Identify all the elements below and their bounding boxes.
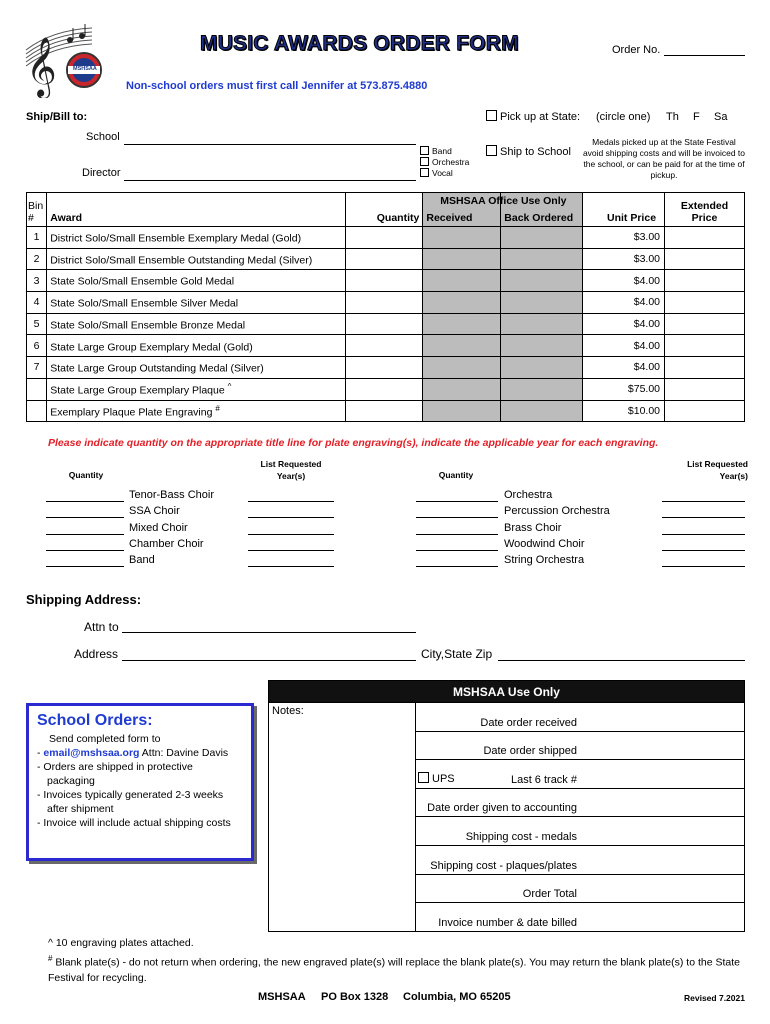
row-number: 4	[27, 292, 47, 314]
order-row	[27, 335, 745, 357]
email-line: - email@mshsaa.org Attn: Davine Davis	[37, 747, 229, 759]
use-only-title: MSHSAA Use Only	[269, 681, 745, 703]
notes-label: Notes:	[272, 705, 304, 717]
ship-bill-label: Ship/Bill to:	[26, 111, 88, 123]
extended-price-cell[interactable]	[665, 227, 745, 249]
years-line-left[interactable]	[248, 538, 334, 551]
ensemble-label-left: Chamber Choir	[129, 537, 204, 550]
pickup-label: Pick up at State:	[500, 111, 581, 123]
footnote-caret: ^ 10 engraving plates attached.	[48, 937, 194, 949]
extended-price-cell[interactable]	[665, 357, 745, 379]
quantity-line-left[interactable]	[46, 538, 124, 551]
band-label: Band	[432, 146, 452, 156]
award-name: State Large Group Exemplary Medal (Gold)	[47, 335, 346, 357]
order-table-header	[27, 193, 745, 227]
orchestra-label: Orchestra	[432, 157, 470, 167]
years-line-right[interactable]	[662, 538, 745, 551]
ensemble-label-right: String Orchestra	[504, 554, 585, 567]
ups-option[interactable]	[418, 772, 455, 785]
extended-price-cell[interactable]	[665, 248, 745, 270]
order-row	[27, 313, 745, 335]
quantity-line-right[interactable]	[416, 554, 498, 567]
row-number: 7	[27, 357, 47, 379]
footnote-hash: # Blank plate(s) - do not return when ordering, the new engraved plate(s) will replace the blank plate(s). You may return the blank plate(s) to the State Festival for recycling.	[48, 954, 740, 984]
form-title: MUSIC AWARDS ORDER FORM	[200, 32, 519, 55]
day-friday[interactable]: F	[693, 111, 700, 123]
back-ordered-cell	[501, 313, 583, 335]
school-label: School	[86, 131, 120, 143]
years-line-left[interactable]	[248, 505, 334, 518]
quantity-cell[interactable]	[346, 357, 423, 379]
pickup-option[interactable]	[486, 110, 580, 123]
award-header: Award	[47, 193, 346, 227]
back-ordered-cell	[501, 378, 583, 400]
years-line-right[interactable]	[662, 505, 745, 518]
received-cell	[423, 248, 501, 270]
extended-price-cell[interactable]	[665, 313, 745, 335]
years-line-right[interactable]	[662, 489, 745, 502]
quantity-line-right[interactable]	[416, 489, 498, 502]
received-cell	[423, 335, 501, 357]
band-option[interactable]	[420, 146, 469, 157]
quantity-cell[interactable]	[346, 227, 423, 249]
received-cell	[423, 313, 501, 335]
use-only-field-label: Date order shipped	[483, 745, 577, 758]
years-line-right[interactable]	[662, 554, 745, 567]
school-bullets	[37, 760, 243, 830]
school-orders-box	[26, 703, 254, 861]
day-saturday[interactable]: Sa	[714, 111, 728, 123]
use-only-field[interactable]	[416, 760, 745, 789]
unit-price: $75.00	[583, 378, 665, 400]
use-only-field-label: Invoice number & date billed	[438, 916, 577, 929]
email-link[interactable]: email@mshsaa.org	[43, 747, 140, 759]
unit-price: $10.00	[583, 400, 665, 422]
use-only-field-label: Order Total	[522, 888, 577, 901]
award-name: State Solo/Small Ensemble Bronze Medal	[47, 313, 346, 335]
received-cell	[423, 227, 501, 249]
use-only-field[interactable]	[416, 817, 745, 846]
quantity-line-right[interactable]	[416, 505, 498, 518]
award-name: District Solo/Small Ensemble Outstanding Medal (Silver)	[47, 248, 346, 270]
order-no-label: Order No.	[612, 44, 661, 56]
row-number	[27, 400, 47, 422]
logo-text: MSHSAA	[73, 66, 97, 72]
award-name: State Solo/Small Ensemble Gold Medal	[47, 270, 346, 292]
unit-price: $4.00	[583, 335, 665, 357]
quantity-line-right[interactable]	[416, 522, 498, 535]
use-only-field-label: Last 6 track #	[510, 773, 577, 786]
vocal-label: Vocal	[432, 168, 453, 178]
back-ordered-cell	[501, 270, 583, 292]
orchestra-checkbox[interactable]	[420, 157, 429, 166]
attn-text: Attn: Davine Davis	[139, 747, 229, 759]
years-line-right[interactable]	[662, 522, 745, 535]
city-state-zip-field[interactable]	[498, 648, 745, 661]
order-table	[26, 192, 745, 422]
back-ordered-cell	[501, 292, 583, 314]
quantity-label-right: Quantity	[438, 470, 474, 480]
quantity-cell[interactable]	[346, 292, 423, 314]
city-state-zip-label: City,State Zip	[421, 647, 493, 661]
back-ordered-cell	[501, 400, 583, 422]
quantity-cell[interactable]	[346, 378, 423, 400]
quantity-header: Quantity	[346, 193, 423, 227]
order-row	[27, 292, 745, 314]
vocal-option[interactable]	[420, 168, 469, 179]
ensemble-label-left: SSA Choir	[129, 505, 180, 518]
ship-to-school-checkbox[interactable]	[486, 145, 497, 156]
quantity-cell[interactable]	[346, 248, 423, 270]
back-ordered-header: Back Ordered	[501, 193, 583, 227]
order-no-field[interactable]	[664, 43, 745, 56]
received-header: MSHSAA Office Use Only Received	[423, 193, 501, 227]
circle-one-label: (circle one)	[596, 111, 651, 123]
award-mark: ^	[227, 381, 232, 391]
engraving-instruction: Please indicate quantity on the appropriate title line for plate engraving(s), indicate the applicable year for each engraving.	[48, 437, 659, 449]
years-label-left: List Requested Year(s)	[260, 459, 322, 481]
back-ordered-cell	[501, 357, 583, 379]
years-label-right: List Requested Year(s)	[687, 459, 748, 481]
order-row	[27, 270, 745, 292]
school-bullet: - Invoices typically generated 2-3 weeks after shipment	[37, 789, 224, 815]
years-line-left[interactable]	[248, 554, 334, 567]
ensemble-label-left: Mixed Choir	[129, 521, 188, 534]
band-checkbox[interactable]	[420, 146, 429, 155]
ensemble-label-right: Brass Choir	[504, 521, 562, 534]
row-number: 2	[27, 248, 47, 270]
unit-price: $3.00	[583, 227, 665, 249]
ensemble-label-left: Tenor-Bass Choir	[129, 489, 214, 501]
ensemble-label-right: Woodwind Choir	[504, 537, 585, 550]
received-cell	[423, 357, 501, 379]
extended-price-cell[interactable]	[665, 400, 745, 422]
award-name: District Solo/Small Ensemble Exemplary Medal (Gold)	[47, 227, 346, 249]
day-thursday[interactable]: Th	[666, 111, 679, 123]
order-row	[27, 400, 745, 422]
row-number: 5	[27, 313, 47, 335]
use-only-field[interactable]	[416, 845, 745, 874]
use-only-field[interactable]	[416, 788, 745, 817]
use-only-row	[269, 703, 745, 732]
school-orders-title: School Orders:	[37, 712, 153, 729]
shipping-title: Shipping Address:	[26, 592, 142, 607]
ship-to-school-option[interactable]	[486, 145, 571, 158]
address-field[interactable]	[122, 648, 416, 661]
quantity-line-left[interactable]	[46, 522, 124, 535]
pickup-note: Medals picked up at the State Festival avoid shipping costs and will be invoiced to the school, or can be paid for at the time of pickup.	[582, 137, 746, 180]
orchestra-option[interactable]	[420, 157, 469, 168]
non-school-notice: Non-school orders must first call Jennifer at 573.875.4880	[126, 80, 428, 92]
award-name: State Large Group Outstanding Medal (Silver)	[47, 357, 346, 379]
vocal-checkbox[interactable]	[420, 168, 429, 177]
school-field[interactable]	[124, 132, 416, 145]
attn-field[interactable]	[122, 620, 416, 633]
footer-city: Columbia, MO 65205	[403, 991, 511, 1003]
unit-price: $4.00	[583, 270, 665, 292]
mshsaa-use-only-table	[268, 680, 745, 932]
back-ordered-cell	[501, 335, 583, 357]
quantity-line-left[interactable]	[46, 489, 124, 502]
use-only-field-label: Shipping cost - plaques/plates	[430, 859, 577, 872]
notes-cell[interactable]	[269, 703, 416, 932]
years-line-left[interactable]	[248, 522, 334, 535]
footer-revised: Revised 7.2021	[684, 993, 745, 1003]
unit-price: $4.00	[583, 357, 665, 379]
award-mark: #	[215, 403, 220, 413]
school-bullet: - Invoice will include actual shipping costs	[37, 817, 231, 829]
use-only-field-label: Shipping cost - medals	[465, 830, 577, 843]
footer-po: PO Box 1328	[321, 991, 389, 1003]
director-label: Director	[82, 167, 121, 179]
unit-price-header: Unit Price	[583, 193, 665, 227]
order-row	[27, 357, 745, 379]
ensemble-label-right: Percussion Orchestra	[504, 505, 610, 518]
bin-header: Bin #	[27, 193, 47, 227]
attn-label: Attn to	[84, 620, 119, 634]
award-name: State Solo/Small Ensemble Silver Medal	[47, 292, 346, 314]
quantity-line-right[interactable]	[416, 538, 498, 551]
received-cell	[423, 378, 501, 400]
pickup-checkbox[interactable]	[486, 110, 497, 121]
footer-org: MSHSAA	[258, 991, 306, 1003]
quantity-cell[interactable]	[346, 335, 423, 357]
order-row	[27, 248, 745, 270]
ship-to-school-label: Ship to School	[500, 146, 571, 158]
use-only-field-label: Date order given to accounting	[427, 802, 577, 815]
quantity-line-left[interactable]	[46, 554, 124, 567]
row-number: 3	[27, 270, 47, 292]
award-name: State Large Group Exemplary Plaque ^	[47, 378, 346, 400]
svg-text:𝄞: 𝄞	[26, 37, 57, 97]
school-bullet: - Orders are shipped in protective packaging	[37, 761, 193, 787]
ensemble-label-right: Orchestra	[504, 489, 553, 501]
quantity-cell[interactable]	[346, 313, 423, 335]
quantity-line-left[interactable]	[46, 505, 124, 518]
address-label: Address	[74, 647, 119, 661]
ups-checkbox[interactable]	[418, 772, 429, 783]
order-row	[27, 227, 745, 249]
music-notes-icon	[22, 22, 102, 98]
use-only-field[interactable]	[416, 731, 745, 760]
quantity-label-left: Quantity	[68, 470, 104, 480]
extended-price-header: Extended Price	[665, 193, 745, 227]
extended-price-cell[interactable]	[665, 378, 745, 400]
group-checkboxes	[420, 146, 469, 179]
mshsaa-music-logo	[22, 22, 102, 98]
unit-price: $3.00	[583, 248, 665, 270]
send-line: Send completed form to	[49, 733, 161, 745]
row-number: 1	[27, 227, 47, 249]
quantity-cell[interactable]	[346, 270, 423, 292]
order-row	[27, 378, 745, 400]
unit-price: $4.00	[583, 313, 665, 335]
row-number	[27, 378, 47, 400]
quantity-cell[interactable]	[346, 400, 423, 422]
ensemble-label-left: Band	[129, 554, 155, 567]
extended-price-cell[interactable]	[665, 292, 745, 314]
back-ordered-cell	[501, 248, 583, 270]
use-only-field[interactable]	[416, 703, 745, 732]
director-field[interactable]	[124, 168, 416, 181]
award-name: Exemplary Plaque Plate Engraving #	[47, 400, 346, 422]
received-cell	[423, 400, 501, 422]
use-only-field[interactable]	[416, 903, 745, 932]
row-number: 6	[27, 335, 47, 357]
use-only-field-label: Date order received	[480, 716, 577, 729]
years-line-left[interactable]	[248, 489, 334, 502]
ups-label: UPS	[432, 772, 455, 785]
unit-price: $4.00	[583, 292, 665, 314]
use-only-field[interactable]	[416, 874, 745, 903]
received-cell	[423, 292, 501, 314]
office-use-header: MSHSAA Office Use Only	[440, 195, 567, 207]
received-cell	[423, 270, 501, 292]
back-ordered-cell	[501, 227, 583, 249]
extended-price-cell[interactable]	[665, 335, 745, 357]
extended-price-cell[interactable]	[665, 270, 745, 292]
